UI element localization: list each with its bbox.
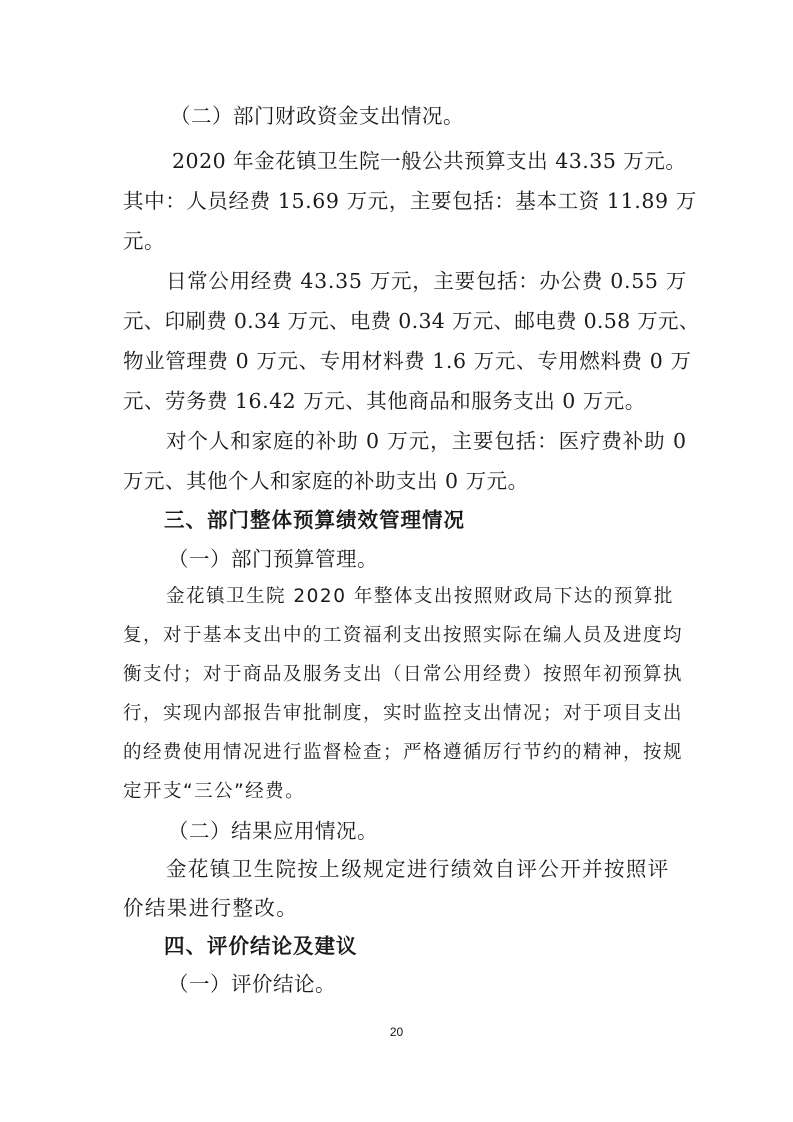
page-number: 20 bbox=[389, 1025, 404, 1039]
paragraph-budget-line-2: 复，对于基本支出中的工资福利支出按照实际在编人员及进度均 bbox=[123, 625, 684, 646]
paragraph-subsidy-line-2: 万元、其他个人和家庭的补助支出 0 万元。 bbox=[123, 469, 529, 493]
paragraph-result-line-1: 金花镇卫生院按上级规定进行绩效自评公开并按照评 bbox=[166, 857, 670, 881]
paragraph-budget-line-6: 定开支“三公”经费。 bbox=[123, 781, 306, 802]
section-title-conclusion: 四、评价结论及建议 bbox=[164, 934, 358, 958]
paragraph-daily-line-1: 日常公用经费 43.35 万元，主要包括：办公费 0.55 万 bbox=[166, 269, 688, 293]
subsection-title-budget-management: （一）部门预算管理。 bbox=[168, 547, 378, 571]
paragraph-result-line-2: 价结果进行整改。 bbox=[123, 896, 299, 920]
paragraph-total-line-2: 其中：人员经费 15.69 万元，主要包括：基本工资 11.89 万 bbox=[123, 189, 697, 213]
paragraph-budget-line-1: 金花镇卫生院 2020 年整体支出按照财政局下达的预算批 bbox=[166, 586, 674, 607]
paragraph-subsidy-line-1: 对个人和家庭的补助 0 万元，主要包括：医疗费补助 0 bbox=[166, 429, 687, 453]
paragraph-daily-line-2: 元、印刷费 0.34 万元、电费 0.34 万元、邮电费 0.58 万元、 bbox=[123, 309, 700, 333]
paragraph-daily-line-4: 元、劳务费 16.42 万元、其他商品和服务支出 0 万元。 bbox=[123, 389, 646, 413]
paragraph-budget-line-5: 的经费使用情况进行监督检查；严格遵循厉行节约的精神，按规 bbox=[123, 742, 684, 763]
paragraph-daily-line-3: 物业管理费 0 万元、专用材料费 1.6 万元、专用燃料费 0 万 bbox=[123, 349, 692, 373]
paragraph-total-line-1: 2020 年金花镇卫生院一般公共预算支出 43.35 万元。 bbox=[172, 149, 687, 173]
paragraph-total-line-3: 元。 bbox=[123, 229, 165, 253]
paragraph-budget-line-4: 行，实现内部报告审批制度，实时监控支出情况；对于项目支出 bbox=[123, 703, 684, 724]
section-title-budget-performance: 三、部门整体预算绩效管理情况 bbox=[164, 508, 465, 532]
subsection-title-evaluation-conclusion: （一）评价结论。 bbox=[168, 972, 336, 996]
paragraph-budget-line-3: 衡支付；对于商品及服务支出（日常公用经费）按照年初预算执 bbox=[123, 664, 684, 685]
subsection-title-result-application: （二）结果应用情况。 bbox=[168, 819, 378, 843]
subsection-title-fund-expenditure: （二）部门财政资金支出情况。 bbox=[170, 104, 464, 128]
